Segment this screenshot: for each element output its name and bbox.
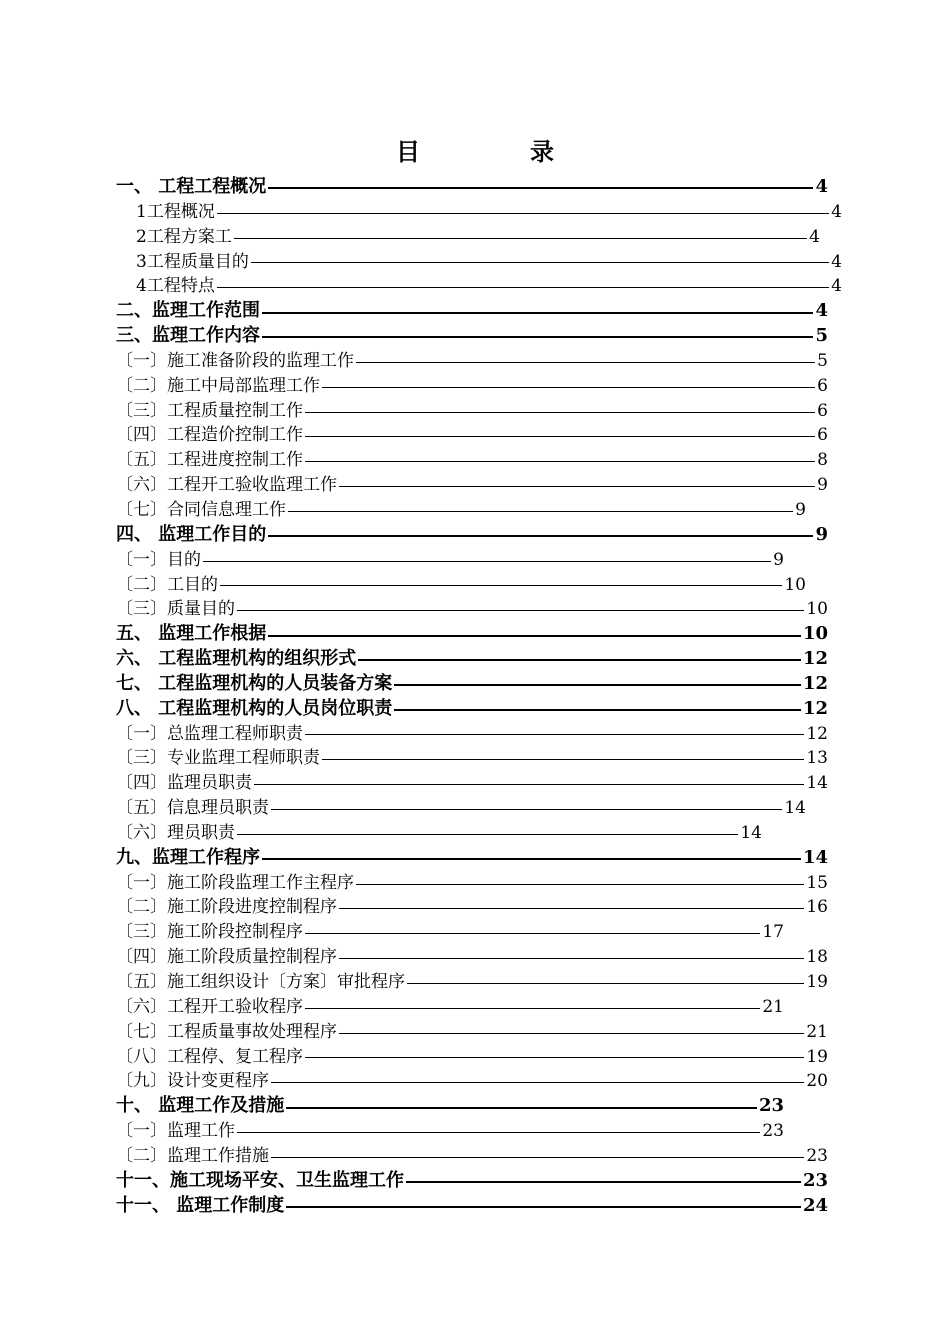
toc-entry <box>116 746 828 771</box>
toc-entry-title: 二、监理工作范围 <box>116 300 260 322</box>
page-title <box>0 132 950 167</box>
toc-page-number: 6 <box>817 375 828 396</box>
toc-entry <box>116 697 828 722</box>
toc-leader-line <box>234 238 807 239</box>
toc-leader-line <box>288 511 793 512</box>
toc-entry <box>116 1119 784 1144</box>
toc-entry-title: 十一、施工现场平安、卫生监理工作 <box>116 1169 404 1191</box>
toc-leader-line <box>339 908 804 909</box>
toc-page-number: 19 <box>806 1046 828 1067</box>
toc-entry-title: 〔一〕目的 <box>116 549 201 570</box>
toc-entry-title: 〔二〕施工阶段进度控制程序 <box>116 897 337 918</box>
toc-entry-title: 〔二〕工目的 <box>116 574 218 595</box>
toc-page-number: 14 <box>784 798 806 819</box>
toc-entry-title: 六、 工程监理机构的组织形式 <box>116 648 357 670</box>
toc-entry-title: 三、监理工作内容 <box>116 325 260 347</box>
toc-page-number: 17 <box>762 922 784 943</box>
toc-entry <box>116 448 828 473</box>
toc-page-number: 9 <box>795 499 806 520</box>
toc-page-number: 23 <box>802 1169 828 1191</box>
toc-leader-line <box>268 187 813 189</box>
toc-page-number: 16 <box>806 897 828 918</box>
toc-leader-line <box>305 1057 804 1058</box>
toc-entry <box>116 672 828 697</box>
toc-leader-line <box>305 412 815 413</box>
toc-entry-title: 〔九〕设计变更程序 <box>116 1071 269 1092</box>
toc-entry <box>116 324 828 349</box>
toc-entry <box>116 945 828 970</box>
toc-page-number: 15 <box>806 872 828 893</box>
toc-leader-line <box>339 1033 804 1034</box>
toc-page-number: 8 <box>817 450 828 471</box>
toc-leader-line <box>339 486 815 487</box>
toc-page-number: 4 <box>831 276 842 297</box>
toc-entry <box>116 796 806 821</box>
toc-leader-line <box>305 436 815 437</box>
toc-leader-line <box>305 1008 760 1009</box>
toc-entry <box>116 548 784 573</box>
toc-page-number: 10 <box>784 574 806 595</box>
toc-leader-line <box>356 884 804 885</box>
toc-entry-title: 〔三〕专业监理工程师职责 <box>116 748 320 769</box>
toc-entry-title: 十一、 监理工作制度 <box>116 1194 285 1216</box>
toc-entry <box>116 622 828 647</box>
toc-entry-title: 〔六〕理员职责 <box>116 822 235 843</box>
title-right-char: 录 <box>530 137 554 166</box>
toc-page-number: 9 <box>815 523 828 545</box>
toc-entry <box>116 1045 828 1070</box>
toc-page-number: 21 <box>762 996 784 1017</box>
toc-page-number: 23 <box>758 1095 784 1117</box>
toc-entry <box>116 995 784 1020</box>
toc-entry <box>116 349 828 374</box>
toc-page-number: 5 <box>815 325 828 347</box>
toc-leader-line <box>286 1206 801 1208</box>
toc-entry-title: 〔五〕工程进度控制工作 <box>116 450 303 471</box>
toc-entry <box>116 423 828 448</box>
toc-page-number: 12 <box>806 723 828 744</box>
toc-entry <box>116 871 828 896</box>
toc-leader-line <box>406 1181 801 1183</box>
toc-leader-line <box>217 287 829 288</box>
toc-leader-line <box>286 1107 757 1109</box>
toc-entry-title: 〔七〕工程质量事故处理程序 <box>116 1021 337 1042</box>
toc-entry <box>116 1094 784 1119</box>
table-of-contents <box>116 175 842 1218</box>
toc-entry <box>116 647 828 672</box>
toc-leader-line <box>268 535 813 537</box>
toc-entry <box>116 498 806 523</box>
toc-page-number: 9 <box>817 475 828 496</box>
toc-page-number: 13 <box>806 748 828 769</box>
toc-page-number: 14 <box>806 773 828 794</box>
toc-page-number: 23 <box>806 1145 828 1166</box>
toc-leader-line <box>262 336 813 338</box>
toc-leader-line <box>262 858 801 860</box>
toc-page-number: 12 <box>802 697 828 719</box>
toc-leader-line <box>322 759 804 760</box>
toc-leader-line <box>305 461 815 462</box>
toc-entry <box>116 597 828 622</box>
toc-page-number: 4 <box>831 251 842 272</box>
toc-entry <box>116 225 820 250</box>
toc-entry-title: 八、 工程监理机构的人员岗位职责 <box>116 697 393 719</box>
toc-entry-title: 1工程概况 <box>136 201 215 222</box>
toc-entry-title: 〔三〕施工阶段控制程序 <box>116 922 303 943</box>
toc-page-number: 6 <box>817 425 828 446</box>
toc-leader-line <box>271 809 782 810</box>
toc-page-number: 18 <box>806 947 828 968</box>
toc-entry <box>116 250 842 275</box>
toc-entry <box>116 821 762 846</box>
toc-entry-title: 七、 工程监理机构的人员装备方案 <box>116 672 393 694</box>
toc-leader-line <box>217 213 829 214</box>
toc-entry-title: 〔三〕质量目的 <box>116 599 235 620</box>
toc-entry <box>116 473 828 498</box>
toc-leader-line <box>394 709 801 711</box>
toc-entry <box>116 970 828 995</box>
toc-leader-line <box>339 958 804 959</box>
toc-leader-line <box>203 561 771 562</box>
toc-entry-title: 〔二〕施工中局部监理工作 <box>116 375 320 396</box>
toc-entry-title: 〔一〕施工准备阶段的监理工作 <box>116 350 354 371</box>
toc-entry-title: 十、 监理工作及措施 <box>116 1095 285 1117</box>
toc-entry <box>116 846 828 871</box>
toc-page-number: 4 <box>831 201 842 222</box>
toc-entry-title: 一、 工程工程概况 <box>116 176 267 197</box>
toc-page-number: 19 <box>806 972 828 992</box>
toc-entry <box>116 1069 828 1094</box>
toc-leader-line <box>251 262 829 263</box>
toc-page-number: 10 <box>806 599 828 620</box>
toc-leader-line <box>262 312 813 314</box>
toc-leader-line <box>237 834 738 835</box>
toc-page-number: 4 <box>809 226 820 247</box>
toc-entry <box>116 299 828 324</box>
toc-leader-line <box>220 585 782 586</box>
toc-page-number: 24 <box>802 1194 828 1216</box>
toc-entry <box>116 1020 828 1045</box>
toc-entry <box>116 573 806 598</box>
toc-entry <box>116 274 842 299</box>
toc-entry-title: 〔五〕施工组织设计〔方案〕审批程序 <box>116 972 405 992</box>
toc-page-number: 10 <box>802 623 828 645</box>
toc-entry-title: 四、 监理工作目的 <box>116 523 267 545</box>
title-left-char: 目 <box>396 137 420 166</box>
toc-leader-line <box>394 684 801 686</box>
toc-entry-title: 3工程质量目的 <box>136 251 249 272</box>
toc-entry <box>116 771 828 796</box>
toc-entry-title: 〔四〕工程造价控制工作 <box>116 425 303 446</box>
toc-entry-title: 〔一〕总监理工程师职责 <box>116 723 303 744</box>
toc-leader-line <box>305 933 760 934</box>
toc-page-number: 21 <box>806 1021 828 1042</box>
toc-page-number: 6 <box>817 400 828 421</box>
toc-leader-line <box>271 1082 804 1083</box>
toc-page-number: 5 <box>817 350 828 371</box>
toc-leader-line <box>237 1132 760 1133</box>
toc-page-number: 14 <box>802 846 828 868</box>
toc-leader-line <box>356 362 815 363</box>
toc-entry-title: 〔八〕工程停、复工程序 <box>116 1046 303 1067</box>
toc-entry-title: 2工程方案工 <box>136 226 232 247</box>
toc-page-number: 23 <box>762 1121 784 1142</box>
toc-entry-title: 〔三〕工程质量控制工作 <box>116 400 303 421</box>
toc-entry <box>116 1144 828 1169</box>
toc-entry <box>116 175 828 200</box>
toc-page-number: 14 <box>740 822 762 843</box>
toc-entry <box>116 920 784 945</box>
toc-leader-line <box>322 387 815 388</box>
toc-leader-line <box>254 784 804 785</box>
toc-entry <box>116 399 828 424</box>
toc-entry-title: 〔一〕监理工作 <box>116 1121 235 1142</box>
toc-entry <box>116 722 828 747</box>
toc-leader-line <box>305 734 804 735</box>
toc-page-number: 20 <box>806 1071 828 1092</box>
toc-entry <box>116 1194 828 1219</box>
toc-entry-title: 4工程特点 <box>136 276 215 297</box>
toc-page-number: 12 <box>802 672 828 694</box>
toc-entry <box>116 523 828 548</box>
toc-entry <box>116 895 828 920</box>
toc-page-number: 4 <box>815 300 828 322</box>
toc-page-number: 9 <box>773 549 784 570</box>
toc-page-number: 4 <box>815 176 828 197</box>
toc-leader-line <box>268 635 801 637</box>
toc-entry-title: 〔四〕监理员职责 <box>116 773 252 794</box>
toc-entry-title: 五、 监理工作根据 <box>116 623 267 645</box>
toc-entry-title: 〔四〕施工阶段质量控制程序 <box>116 947 337 968</box>
toc-leader-line <box>358 659 801 661</box>
toc-entry-title: 〔六〕工程开工验收程序 <box>116 996 303 1017</box>
toc-leader-line <box>237 610 804 611</box>
toc-entry-title: 〔六〕工程开工验收监理工作 <box>116 475 337 496</box>
toc-entry-title: 〔二〕监理工作措施 <box>116 1145 269 1166</box>
toc-entry <box>116 374 828 399</box>
toc-page-number: 12 <box>802 648 828 670</box>
toc-leader-line <box>271 1157 804 1158</box>
toc-entry-title: 〔七〕合同信息理工作 <box>116 499 286 520</box>
toc-leader-line <box>407 983 804 984</box>
toc-entry-title: 〔五〕信息理员职责 <box>116 798 269 819</box>
toc-entry <box>116 1169 828 1194</box>
toc-entry-title: 九、监理工作程序 <box>116 846 260 868</box>
toc-entry <box>116 200 842 225</box>
toc-entry-title: 〔一〕施工阶段监理工作主程序 <box>116 872 354 893</box>
